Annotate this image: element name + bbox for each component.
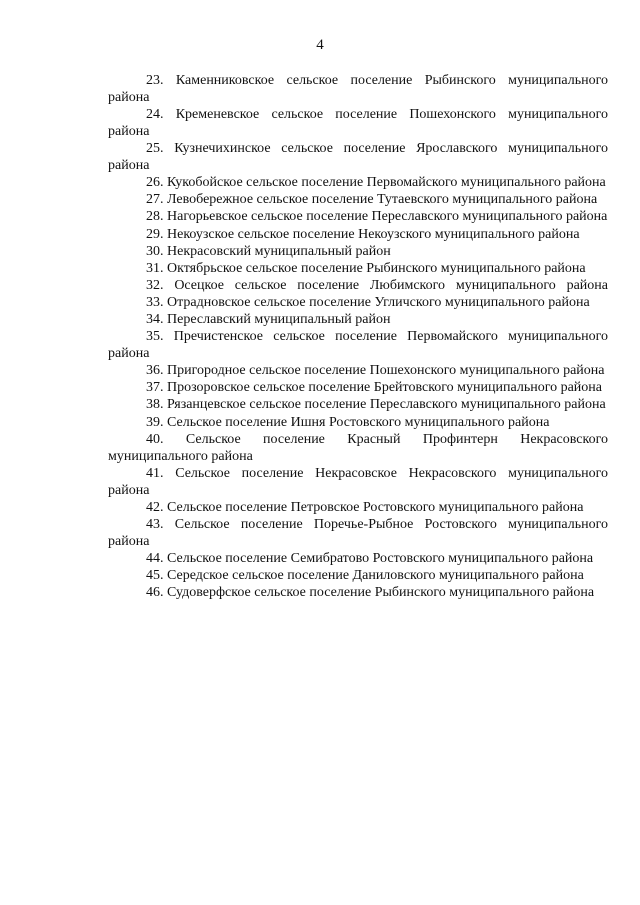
item-text: Судоверфское сельское поселение Рыбинского муниципального района	[167, 585, 595, 601]
item-number: 44.	[146, 550, 164, 566]
item-text: Осецкое сельское поселение Любимского муниципального района	[174, 277, 608, 293]
item-number: 33.	[146, 294, 164, 310]
item-text: Середское сельское поселение Даниловского муниципального района	[167, 568, 584, 584]
list-item	[108, 550, 608, 567]
item-number: 30.	[146, 243, 164, 259]
item-text: Левобережное сельское поселение Тутаевского муниципального района	[167, 192, 598, 208]
list-item	[108, 277, 608, 294]
item-text: Пречистенское сельское поселение Первомайского муниципального района	[108, 329, 609, 362]
item-number: 41.	[146, 465, 164, 481]
item-number: 38.	[146, 397, 164, 413]
list-item	[108, 431, 608, 465]
item-number: 45.	[146, 568, 164, 584]
item-text: Сельское поселение Поречье-Рыбное Ростовского муниципального района	[108, 516, 608, 549]
item-text: Переславский муниципальный район	[167, 312, 391, 328]
item-number: 43.	[146, 516, 164, 532]
item-number: 39.	[146, 414, 164, 430]
item-text: Прозоровское сельское поселение Брейтовского муниципального района	[167, 380, 603, 396]
list-item	[108, 72, 608, 106]
item-text: Рязанцевское сельское поселение Переславского муниципального района	[167, 397, 606, 413]
item-number: 40.	[146, 431, 164, 447]
item-number: 34.	[146, 312, 164, 328]
item-number: 37.	[146, 380, 164, 396]
settlement-list	[108, 72, 608, 601]
item-text: Кременевское сельское поселение Пошехонского муниципального района	[108, 107, 609, 140]
list-item	[108, 226, 608, 243]
list-item	[108, 362, 608, 379]
item-text: Некрасовский муниципальный район	[167, 243, 391, 259]
list-item	[108, 328, 608, 362]
item-number: 28.	[146, 209, 164, 225]
item-number: 42.	[146, 499, 164, 515]
item-text: Сельское поселение Петровское Ростовского муниципального района	[167, 499, 584, 515]
list-item	[108, 208, 608, 225]
item-text: Сельское поселение Семибратово Ростовского муниципального района	[167, 550, 594, 566]
item-number: 36.	[146, 363, 164, 379]
list-item	[108, 294, 608, 311]
item-text: Отрадновское сельское поселение Угличского муниципального района	[167, 294, 590, 310]
item-number: 35.	[146, 329, 164, 345]
item-number: 25.	[146, 141, 164, 157]
item-text: Некоузское сельское поселение Некоузского муниципального района	[167, 226, 580, 242]
list-item	[108, 516, 608, 550]
list-item	[108, 106, 608, 140]
list-item	[108, 379, 608, 396]
list-item	[108, 140, 608, 174]
item-text: Кукобойское сельское поселение Первомайского муниципального района	[167, 175, 606, 191]
item-text: Сельское поселение Ишня Ростовского муниципального района	[167, 414, 550, 430]
item-text: Каменниковское сельское поселение Рыбинского муниципального района	[108, 73, 608, 105]
item-text: Сельское поселение Некрасовское Некрасовского муниципального района	[108, 465, 608, 498]
item-number: 29.	[146, 226, 164, 242]
list-item	[108, 243, 608, 260]
item-number: 32.	[146, 277, 164, 293]
item-number: 26.	[146, 175, 164, 191]
list-item	[108, 174, 608, 191]
list-item	[108, 260, 608, 277]
page-number: 4	[316, 37, 324, 53]
list-item	[108, 584, 608, 601]
list-item	[108, 396, 608, 413]
list-item	[108, 311, 608, 328]
list-item	[108, 191, 608, 208]
item-text: Октябрьское сельское поселение Рыбинского муниципального района	[167, 260, 586, 276]
list-item	[108, 465, 608, 499]
item-number: 27.	[146, 192, 164, 208]
item-number: 31.	[146, 260, 164, 276]
item-number: 46.	[146, 585, 164, 601]
item-text: Нагорьевское сельское поселение Переславского муниципального района	[167, 209, 608, 225]
item-text: Пригородное сельское поселение Пошехонского муниципального района	[167, 363, 605, 379]
item-number: 24.	[146, 107, 164, 123]
item-text: Кузнечихинское сельское поселение Ярославского муниципального района	[108, 141, 609, 174]
list-item	[108, 499, 608, 516]
list-item	[108, 567, 608, 584]
item-text: Сельское поселение Красный Профинтерн Некрасовского муниципального района	[108, 431, 608, 464]
item-number: 23.	[146, 73, 164, 88]
list-item	[108, 414, 608, 431]
